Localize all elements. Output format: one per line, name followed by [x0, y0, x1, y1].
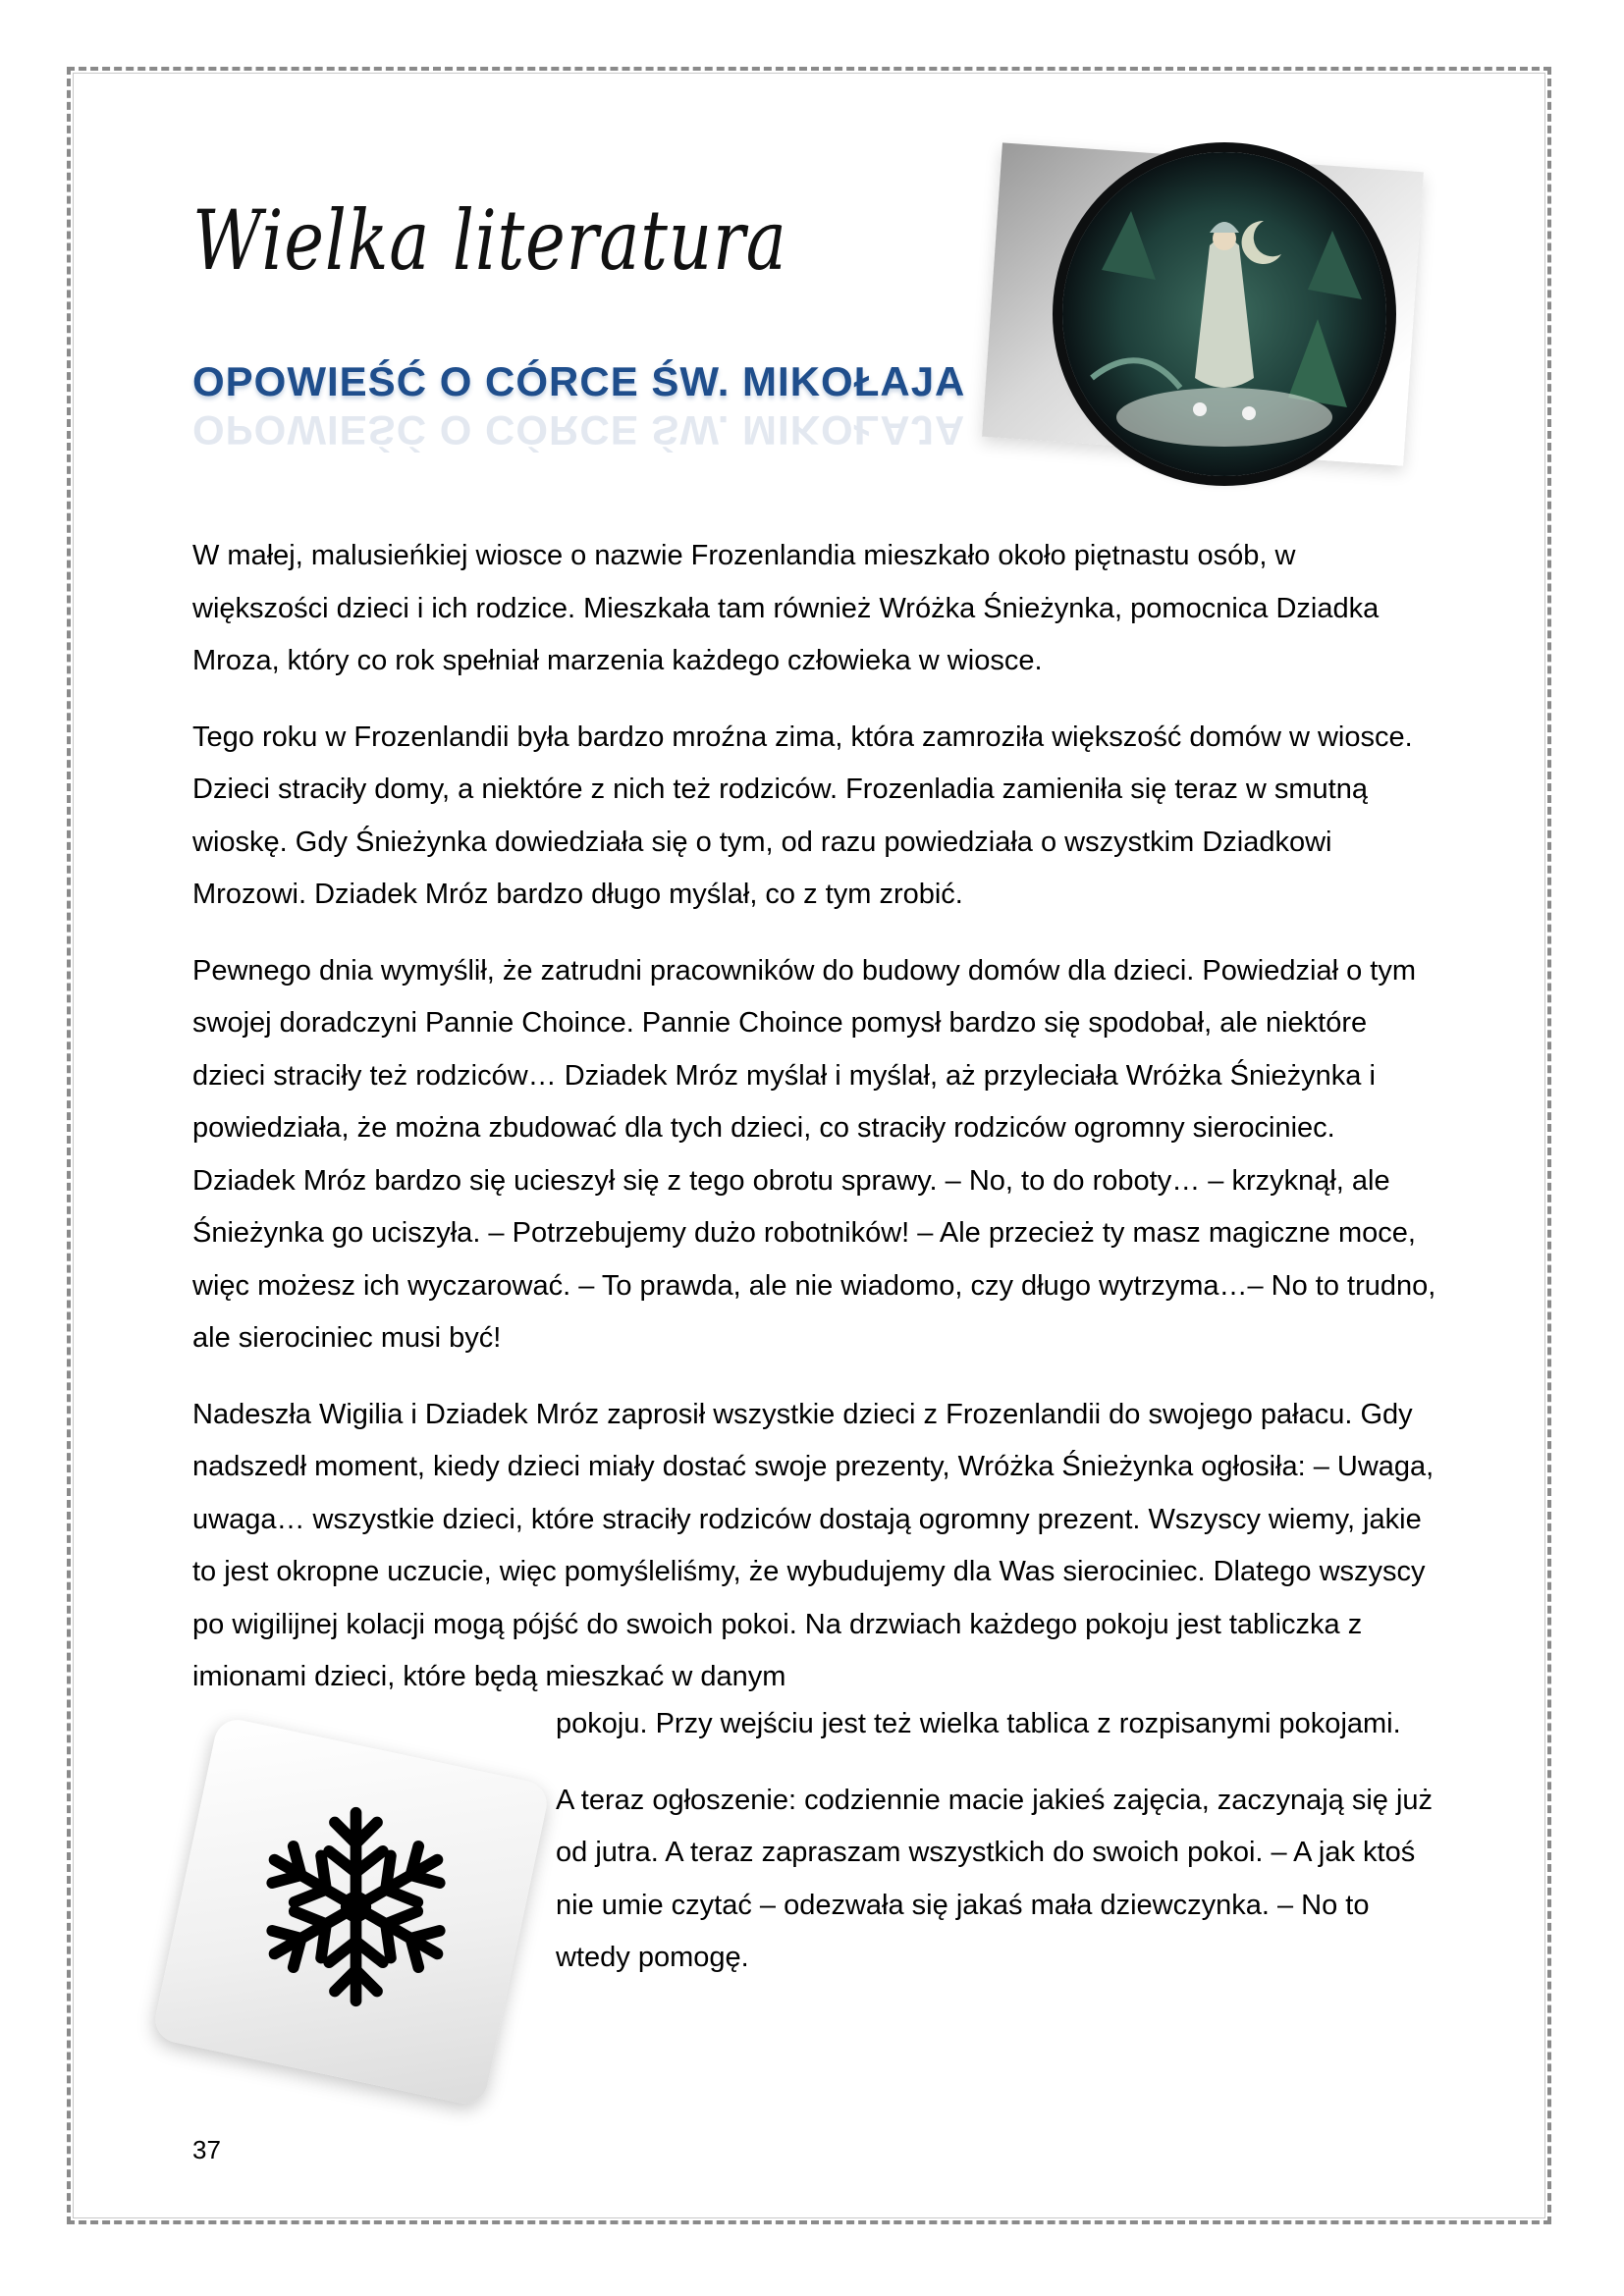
- section-title: Wielka literatura: [192, 192, 787, 289]
- paragraph-2: Tego roku w Frozenlandii była bardzo mroźna zima, która zamroziła większość domów w wiosce. Dzieci straciły domy, a niektóre z nich też rodziców. Frozenladia zamieniła się teraz w smutną wioskę. Gdy Śnieżynka dowiedziała się o tym, od razu powiedziała o wszystkim Dziadkowi Mrozowi. Dziadek Mróz bardzo długo myślał, co z tym zrobić.: [192, 721, 1413, 910]
- paragraph-5: pokoju. Przy wejściu jest też wielka tablica z rozpisanymi pokojami.: [556, 1708, 1401, 1739]
- painted-plate-image: [1062, 152, 1386, 476]
- story-body-wrapped: [556, 1698, 1439, 2008]
- paragraph-1: W małej, malusieńkiej wiosce o nazwie Frozenlandia mieszkało około piętnastu osób, w większości dzieci i ich rodzice. Mieszkała tam również Wróżka Śnieżynka, pomocnica Dziadka Mroza, który co rok spełniał marzenia każdego człowieka w wiosce.: [192, 540, 1380, 676]
- snowflake-icon: [250, 1801, 461, 2012]
- plate-illustration: [1062, 152, 1386, 476]
- paragraph-6: A teraz ogłoszenie: codziennie macie jakieś zajęcia, zaczynają się już od jutra. A teraz zapraszam wszystkich do swoich pokoi. – A jak ktoś nie umie czytać – odezwała się jakaś mała dziewczynka. – No to wtedy pomogę.: [556, 1784, 1434, 1973]
- paragraph-4: Nadeszła Wigilia i Dziadek Mróz zaprosił wszystkie dzieci z Frozenlandii do swojego pałacu. Gdy nadszedł moment, kiedy dzieci miały dostać swoje prezenty, Wróżka Śnieżynka ogłosiła: – Uwaga, uwaga… wszystkie dzieci, które straciły rodziców dostają ogromny prezent. Wszyscy wiemy, jakie to jest okropne uczucie, więc pomyśleliśmy, że wybudujemy dla Was sierociniec. Dlatego wszyscy po wigilijnej kolacji mogą pójść do swoich pokoi. Na drzwiach każdego pokoju jest tabliczka z imionami dzieci, które będą mieszkać w danym: [192, 1398, 1435, 1692]
- page-number: 37: [192, 2135, 221, 2164]
- story-body: [192, 530, 1439, 1728]
- story-title-reflection: OPOWIEŚĆ O CÓRCE ŚW. MIKOŁAJA: [192, 407, 966, 454]
- story-title: OPOWIEŚĆ O CÓRCE ŚW. MIKOŁAJA: [192, 358, 966, 404]
- paragraph-3: Pewnego dnia wymyślił, że zatrudni pracowników do budowy domów dla dzieci. Powiedział o tym swojej doradczyni Pannie Choince. Pannie Choince pomysł bardzo się spodobał, ale niektóre dzieci straciły też rodziców… Dziadek Mróz myślał i myślał, aż przyleciała Wróżka Śnieżynka i powiedziała, że można zbudować dla tych dzieci, co straciły rodziców ogromny sierociniec. Dziadek Mróz bardzo się ucieszył się z tego obrotu sprawy. – No, to do roboty… – krzyknął, ale Śnieżynka go uciszyła. – Potrzebujemy dużo robotników! – Ale przecież ty masz magiczne moce, więc możesz ich wyczarować. – To prawda, ale nie wiadomo, czy długo wytrzyma…– No to trudno, ale sierociniec musi być!: [192, 954, 1436, 1354]
